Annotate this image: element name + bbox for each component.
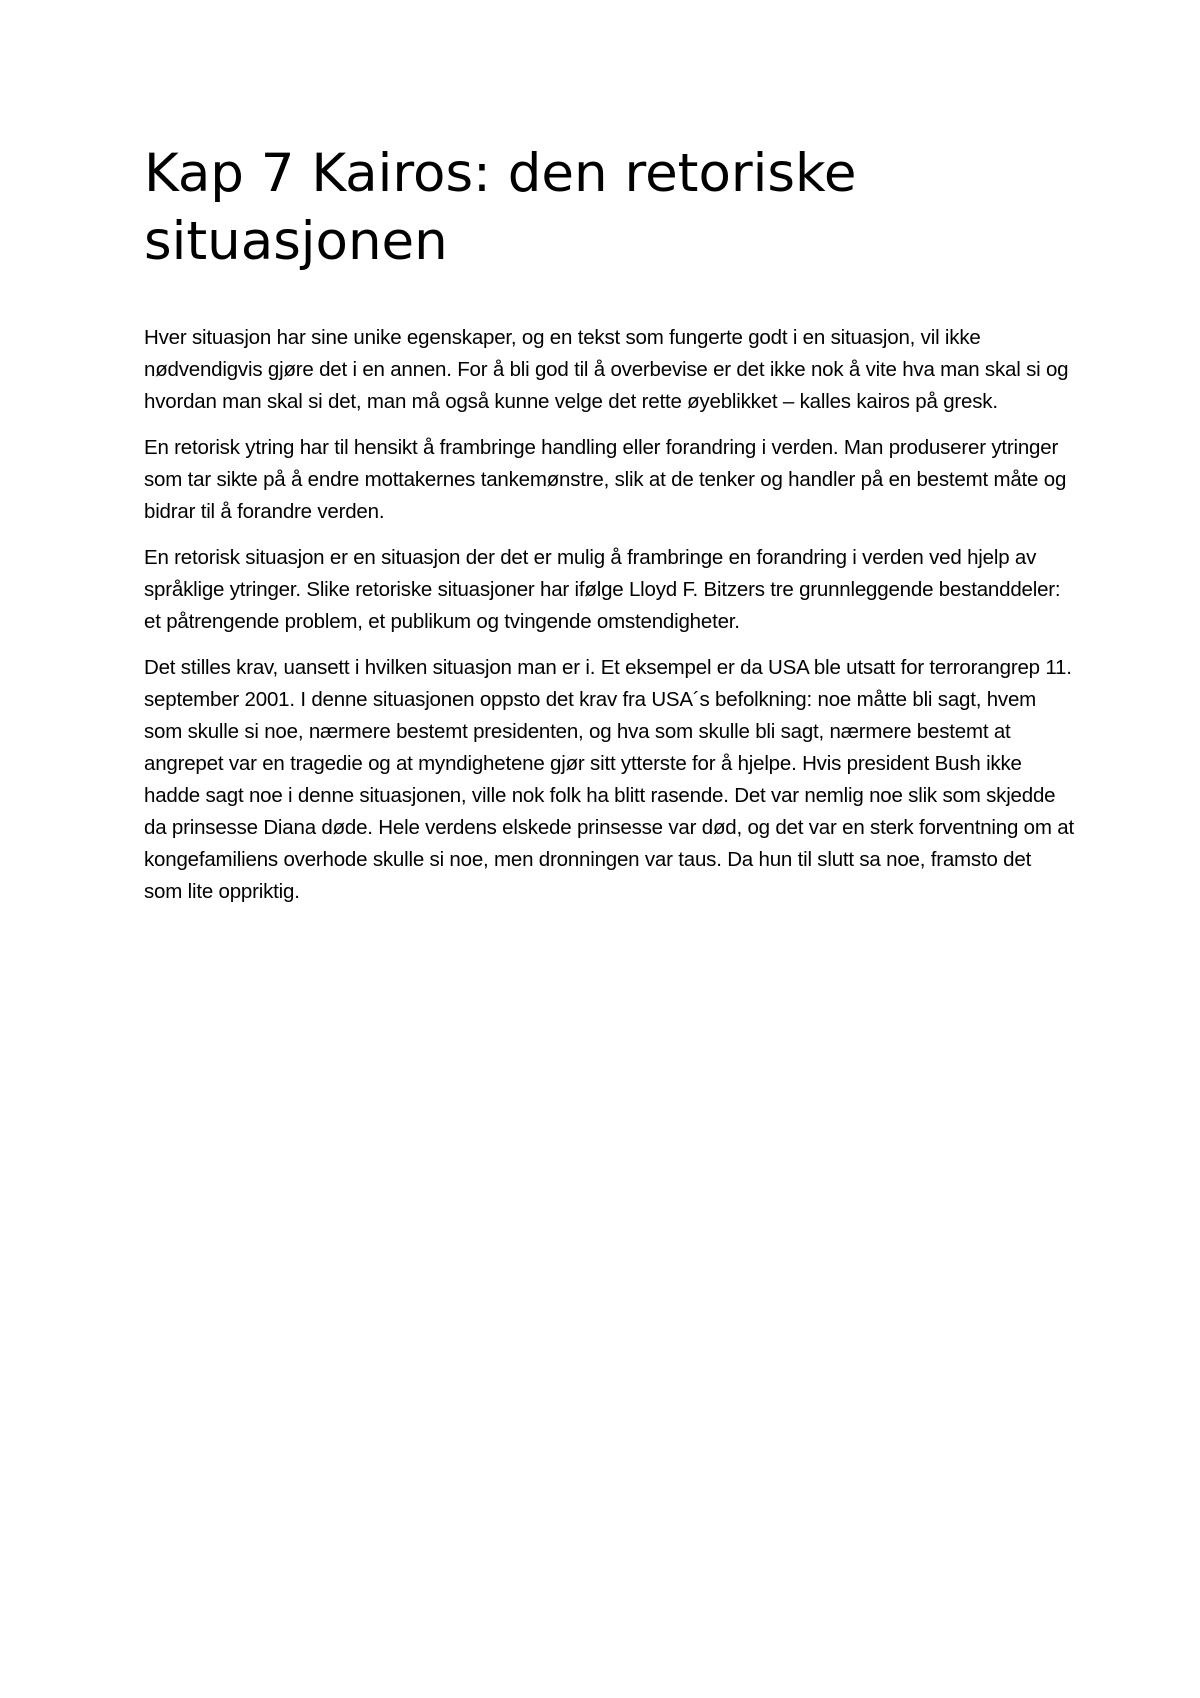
document-title: Kap 7 Kairos: den retoriske situasjonen	[144, 143, 857, 272]
document-body	[144, 140, 1074, 922]
paragraph-3: En retorisk situasjon er en situasjon der det er mulig å frambringe en forandring i verden ved hjelp av språklige ytringer. Slike retoriske situasjoner har ifølge Lloyd F. Bitzers tre grunnleggende bestanddeler: et påtrengende problem, et publikum og tvingende omstendigheter.	[144, 546, 1061, 633]
paragraph-4: Det stilles krav, uansett i hvilken situasjon man er i. Et eksempel er da USA ble utsatt for terrorangrep 11. september 2001. I denne situasjonen oppsto det krav fra USA´s befolkning: noe måtte bli sagt, hvem som skulle si noe, nærmere bestemt presidenten, og hva som skulle bli sagt, nærmere bestemt at angrepet var en tragedie og at myndighetene gjør sitt ytterste for å hjelpe. Hvis president Bush ikke hadde sagt noe i denne situasjonen, ville nok folk ha blitt rasende. Det var nemlig noe slik som skjedde da prinsesse Diana døde. Hele verdens elskede prinsesse var død, og det var en sterk forventning om at kongefamiliens overhode skulle si noe, men dronningen var taus. Da hun til slutt sa noe, framsto det som lite oppriktig.	[144, 656, 1074, 903]
paragraph-1: Hver situasjon har sine unike egenskaper, og en tekst som fungerte godt i en situasjon, vil ikke nødvendigvis gjøre det i en annen. For å bli god til å overbevise er det ikke nok å vite hva man skal si og hvordan man skal si det, man må også kunne velge det rette øyeblikket – kalles kairos på gresk.	[144, 326, 1069, 413]
paragraph-2: En retorisk ytring har til hensikt å frambringe handling eller forandring i verden. Man produserer ytringer som tar sikte på å endre mottakernes tankemønstre, slik at de tenker og handler på en bestemt måte og bidrar til å forandre verden.	[144, 436, 1067, 523]
